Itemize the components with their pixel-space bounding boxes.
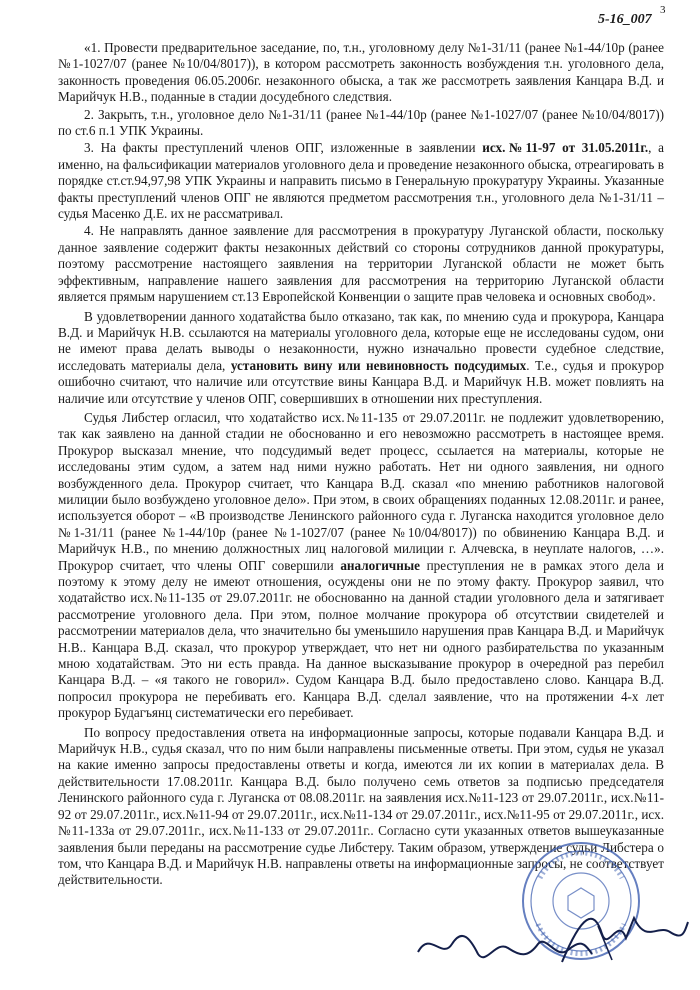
paragraph-refusal-bold: установить вину или невиновность подсудимых xyxy=(230,357,527,373)
paragraph-info-requests: По вопросу предоставления ответа на информационные запросы, которые подавали Канцара В.Д. и Марийчук Н.В., судья сказал, что по ним были направлены письменные ответы. При этом, судья не указал на какие именно запросы предоставлены ответы и когда, имеются ли их копии в материалах дела. В действительности 17.08.2011г. Канцара В.Д. было получено семь ответов за подписью председателя Ленинского районного суда г. Луганска от 08.08.2011г. на заявления исх.№11-123 от 29.07.2011г., исх.№11-92 от 29.07.2011г., исх.№11-94 от 29.07.2011г., исх.№11-134 от 29.07.2011г., исх.№11-95 от 29.07.2011г., исх.№11-133а от 29.07.2011г., исх.№11-133 от 29.07.2011г.. Согласно сути указанных ответов вышеуказанные заявления были переданы на рассмотрение судье Либстеру. Таким образом, утверждение судьи Либстера о том, что Канцара В.Д. и Марийчук Н.В. направлены ответы на информационные запросы, не соответствует действительности. xyxy=(58,724,664,888)
signature-handwritten xyxy=(412,904,692,974)
paragraph-refusal-text-c: . Т.е., судья и прокурор ошибочно считают, что наличие или отсутствие вины Канцара В.Д. и Марийчук Н.В. может повлиять на наличие или отсутствие у членов ОПГ, совершивших в отношении них преступления. xyxy=(58,357,664,406)
paragraph-item-3-text-a: 3. На факты преступлений членов ОПГ, изложенные в заявлении xyxy=(84,140,483,156)
page-number: 3 xyxy=(660,4,666,16)
paragraph-judge-text-a: Судья Либстер огласил, что ходатайство исх.№11-135 от 29.07.2011г. не подлежит удовлетворению, так как заявлено на данной стадии не обоснованно и его невозможно рассмотреть в настоящее время. Прокурор высказал мнение, что подсудимый ведет процесс, ссылается на материалы, которые не исследованы этим судом, а затем над ними нужно работать. Нет ни одного заявления, ни одного возбужденного дела. Прокурор считает, что Канцара В.Д. сказал «по мнению работников налоговой милиции было возбуждено уголовное дело». При этом, в своих обращениях поданных 12.08.2011г. и ранее, используется оборот – «В производстве Ленинского районного суда г. Луганска находится уголовное дело №1-31/11 (ранее №1-44/10р (ранее №1-1027/07 (ранее №10/04/8017)) по обвинению Канцара В.Д. и Марийчук Н.В., по мнению должностных лиц налоговой милиции г. Алчевска, в неуплате налогов, …». Прокурор считает, что члены ОПГ совершили xyxy=(58,409,664,573)
paragraph-item-4: 4. Не направлять данное заявление для рассмотрения в прокуратуру Луганской области, поскольку данное заявление содержит факты незаконных действий со стороны сотрудников данной прокуратуры, поэтому рассмотрение настоящего заявления на территории Луганской области не может быть эффективным, направление нашего заявления для рассмотрения на территорию Луганской области является прямым нарушением ст.13 Европейской Конвенции о защите прав человека и основных свобод». xyxy=(58,223,664,305)
paragraph-refusal-text-a: В удовлетворении данного ходатайства было отказано, так как, по мнению суда и прокурора, Канцара В.Д. и Марийчук Н.В. ссылаются на материалы уголовного дела, которые еще не исследованы судом, они не имеют права делать выводы о незаконности, нужно изначально провести судебное следствие, исследовать материалы дела, xyxy=(58,308,664,373)
document-code: 5-16_007 xyxy=(598,12,652,27)
paragraph-judge-text-c: преступления не в рамках этого дела и поэтому к этому делу не имеют отношения, осуждены они не по этому факту. Прокурор заявил, что ходатайство исх.№11-135 от 29.07.2011г. не обоснованно на данной стадии уголовного дела и затягивает рассмотрение уголовного дела. При этом, полное молчание прокурора об отсутствии свидетелей и рассмотрении материалов дела, что значительно бы уменьшило нарушения прав Канцара В.Д. и Марийчук Н.В.. Канцара В.Д. сказал, что прокурор утверждает, что нет ни одного разбирательства по указанным мною ходатайствам. Это ни есть правда. На данное высказывание прокурор в очередной раз перебил Канцара В.Д. – «я такого не говорил». Судом Канцара В.Д. было предоставлено слово. Канцара В.Д. попросил прокурора не перебивать его. Канцара В.Д. сделал заявление, что на протяжении 4-х лет прокурор Будагъянц систематически его перебивает. xyxy=(58,557,664,721)
paragraph-item-3 xyxy=(58,140,664,222)
paragraph-item-1: «1. Провести предварительное заседание, по, т.н., уголовному делу №1-31/11 (ранее №1-44/10р (ранее №1-1027/07 (ранее №10/04/8017)), в котором рассмотреть законность возбуждения т.н. уголовного дела, законность проведения 06.05.2006г. незаконного обыска, а так же рассмотреть заявления Канцара В.Д. и Марийчук Н.В., поданные в стадии досудебного следствия. xyxy=(58,40,664,105)
paragraph-judge-bold: аналогичные xyxy=(340,557,420,573)
paragraph-judge-libster xyxy=(58,410,664,722)
paragraph-item-3-ref-bold: исх.№11-97 от 31.05.2011г. xyxy=(482,140,649,156)
paragraph-item-2: 2. Закрыть, т.н., уголовное дело №1-31/11 (ранее №1-44/10р (ранее №1-1027/07 (ранее №10/04/8017)) по ст.6 п.1 УПК Украины. xyxy=(58,106,664,139)
paragraph-refusal xyxy=(58,309,664,407)
document-body xyxy=(58,40,664,892)
paragraph-item-3-text-c: , а именно, на фальсификации материалов уголовного дела и проведение незаконного обыска, отреагировать в порядке ст.ст.94,97,98 УПК Украины и направить письмо в Генеральную прокуратуру Украины. Указанные факты преступлений членов ОПГ не являются предметом рассмотрения т.н., уголовного дела №1-31/11 – судья Масенко Д.Е. их не рассматривал. xyxy=(58,140,664,222)
